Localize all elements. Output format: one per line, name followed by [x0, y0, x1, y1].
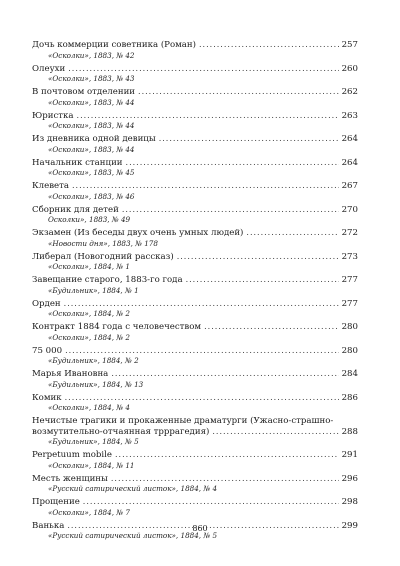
toc-entry [32, 158, 358, 178]
dot-leader [126, 158, 339, 169]
entry-page: 284 [341, 369, 358, 379]
entry-title: В почтовом отделении [32, 87, 136, 97]
toc-entry [32, 474, 358, 494]
entry-page: 291 [341, 450, 358, 460]
entry-page: 270 [341, 204, 358, 215]
dot-leader [111, 369, 338, 380]
entry-source: «Осколки», 1883, № 44 [48, 97, 135, 107]
entry-source: «Русский сатирический листок», 1884, № 4 [48, 484, 218, 493]
entry-source: «Осколки», 1884, № 1 [48, 262, 130, 271]
entry-title-line2 [32, 427, 358, 438]
entry-page: 263 [341, 110, 358, 121]
entry-title: Из дневника одной девицы [32, 134, 156, 144]
entry-source: «Будильник», 1884, № 2 [48, 356, 139, 365]
dot-leader [111, 474, 339, 485]
dot-leader [65, 393, 339, 404]
entry-page: 264 [341, 157, 358, 168]
toc-line [32, 252, 358, 263]
dot-leader [246, 228, 338, 239]
entry-source: «Осколки», 1883, № 43 [48, 74, 135, 83]
entry-source: «Осколки», 1883, № 44 [48, 144, 135, 154]
entry-title: Орден [32, 298, 61, 309]
entry-page: 277 [341, 275, 358, 285]
dot-leader [177, 252, 339, 263]
entry-page: 267 [341, 181, 358, 191]
toc-entry [32, 369, 358, 389]
dot-leader [115, 450, 339, 461]
toc-line [32, 181, 358, 192]
entry-title: Начальник станции [32, 157, 123, 168]
toc-line [32, 87, 358, 98]
entry-source: «Осколки», 1884, № 2 [48, 332, 130, 342]
entry-source: «Будильник», 1884, № 13 [48, 379, 144, 389]
entry-page: 280 [341, 345, 358, 356]
entry-title: 75 000 [32, 345, 63, 356]
entry-title: Либерал (Новогодний рассказ) [32, 251, 174, 262]
entry-page: 257 [341, 40, 358, 50]
entry-source: «Осколки», 1884, № 2 [48, 309, 130, 318]
entry-source: «Осколки», 1883, № 44 [48, 121, 135, 130]
entry-title: возмутительно-отчаянная трррагедия) [32, 426, 210, 437]
toc-entry [32, 322, 358, 342]
toc-line [32, 228, 358, 239]
entry-title: Сборник для детей [32, 204, 119, 215]
entry-source: «Осколки», 1883, № 46 [48, 191, 135, 201]
entry-title: Дочь коммерции советника (Роман) [32, 40, 197, 50]
dot-leader [65, 346, 339, 357]
toc-line [32, 322, 358, 333]
toc-entry [32, 275, 358, 295]
toc-entry [32, 111, 358, 131]
entry-title: Прощение [32, 497, 80, 507]
toc-entry [32, 346, 358, 366]
toc-entry [32, 393, 358, 413]
entry-page: 296 [341, 473, 358, 484]
dot-leader [159, 134, 339, 145]
dot-leader [122, 205, 339, 216]
toc-line [32, 134, 358, 145]
entry-title: Клевета [32, 181, 69, 191]
entry-title: Ванька [32, 520, 65, 531]
entry-page: 262 [341, 87, 358, 97]
entry-source: «Новости дня», 1883, № 178 [48, 238, 158, 248]
entry-page: 299 [341, 520, 358, 531]
entry-title: Экзамен (Из беседы двух очень умных людей) [32, 228, 244, 238]
dot-leader [72, 181, 339, 192]
entry-page: 280 [341, 322, 358, 332]
toc-line [32, 205, 358, 216]
toc-entry [32, 497, 358, 517]
entry-title: Юристка [32, 110, 74, 121]
toc-entry [32, 134, 358, 154]
entry-page: 264 [341, 134, 358, 144]
toc-line [32, 346, 358, 357]
entry-source: «Осколки», 1883, № 42 [48, 50, 135, 60]
toc-entry [32, 64, 358, 84]
entry-source: «Осколки», 1884, № 7 [48, 507, 130, 517]
toc-entry [32, 205, 358, 225]
table-of-contents [32, 40, 358, 544]
entry-page: 273 [341, 251, 358, 262]
dot-leader [138, 87, 339, 98]
entry-title: Марья Ивановна [32, 369, 109, 379]
dot-leader [204, 322, 338, 333]
toc-entry [32, 40, 358, 60]
toc-entry [32, 450, 358, 470]
toc-line [32, 40, 358, 51]
dot-leader [83, 497, 339, 508]
entry-title: Месть женщины [32, 473, 108, 484]
toc-line [32, 497, 358, 508]
toc-entry [32, 416, 358, 446]
entry-title: Контракт 1884 года с человечеством [32, 322, 202, 332]
toc-entry [32, 299, 358, 319]
entry-title: Олеухи [32, 63, 66, 74]
dot-leader [199, 40, 339, 51]
entry-source: «Русский сатирический листок», 1884, № 5 [48, 531, 218, 540]
dot-leader [212, 427, 338, 438]
entry-title: Комик [32, 392, 62, 403]
toc-entry [32, 181, 358, 201]
entry-title: Perpetuum mobile [32, 450, 112, 460]
entry-page: 260 [341, 63, 358, 74]
entry-page: 288 [341, 426, 358, 437]
dot-leader [64, 299, 339, 310]
entry-source: «Осколки», 1884, № 4 [48, 403, 130, 412]
entry-source: «Осколки», 1883, № 45 [48, 168, 135, 177]
toc-entry [32, 228, 358, 248]
toc-line [32, 64, 358, 75]
dot-leader [186, 275, 339, 286]
toc-line [32, 158, 358, 169]
entry-source: «Будильник», 1884, № 5 [48, 437, 139, 446]
entry-title: Завещание старого, 1883-го года [32, 275, 183, 285]
toc-line [32, 369, 358, 380]
dot-leader [77, 111, 339, 122]
toc-line [32, 393, 358, 404]
entry-source: «Будильник», 1884, № 1 [48, 285, 139, 295]
toc-line [32, 299, 358, 310]
toc-line [32, 450, 358, 461]
entry-source: Осколки», 1883, № 49 [48, 215, 131, 224]
entry-page: 298 [341, 497, 358, 507]
entry-page: 272 [341, 228, 358, 238]
dot-leader [68, 64, 338, 75]
toc-line [32, 111, 358, 122]
entry-page: 277 [341, 298, 358, 309]
page-number: 860 [192, 524, 208, 533]
entry-source: «Осколки», 1884, № 11 [48, 460, 135, 470]
toc-entry [32, 252, 358, 272]
toc-entry [32, 87, 358, 107]
toc-line [32, 474, 358, 485]
toc-line-wrapped [32, 416, 358, 437]
entry-title-line1: Нечистые трагики и прокаженные драматурги (Ужасно-страшно- [32, 416, 334, 426]
toc-line [32, 275, 358, 286]
entry-page: 286 [341, 392, 358, 403]
